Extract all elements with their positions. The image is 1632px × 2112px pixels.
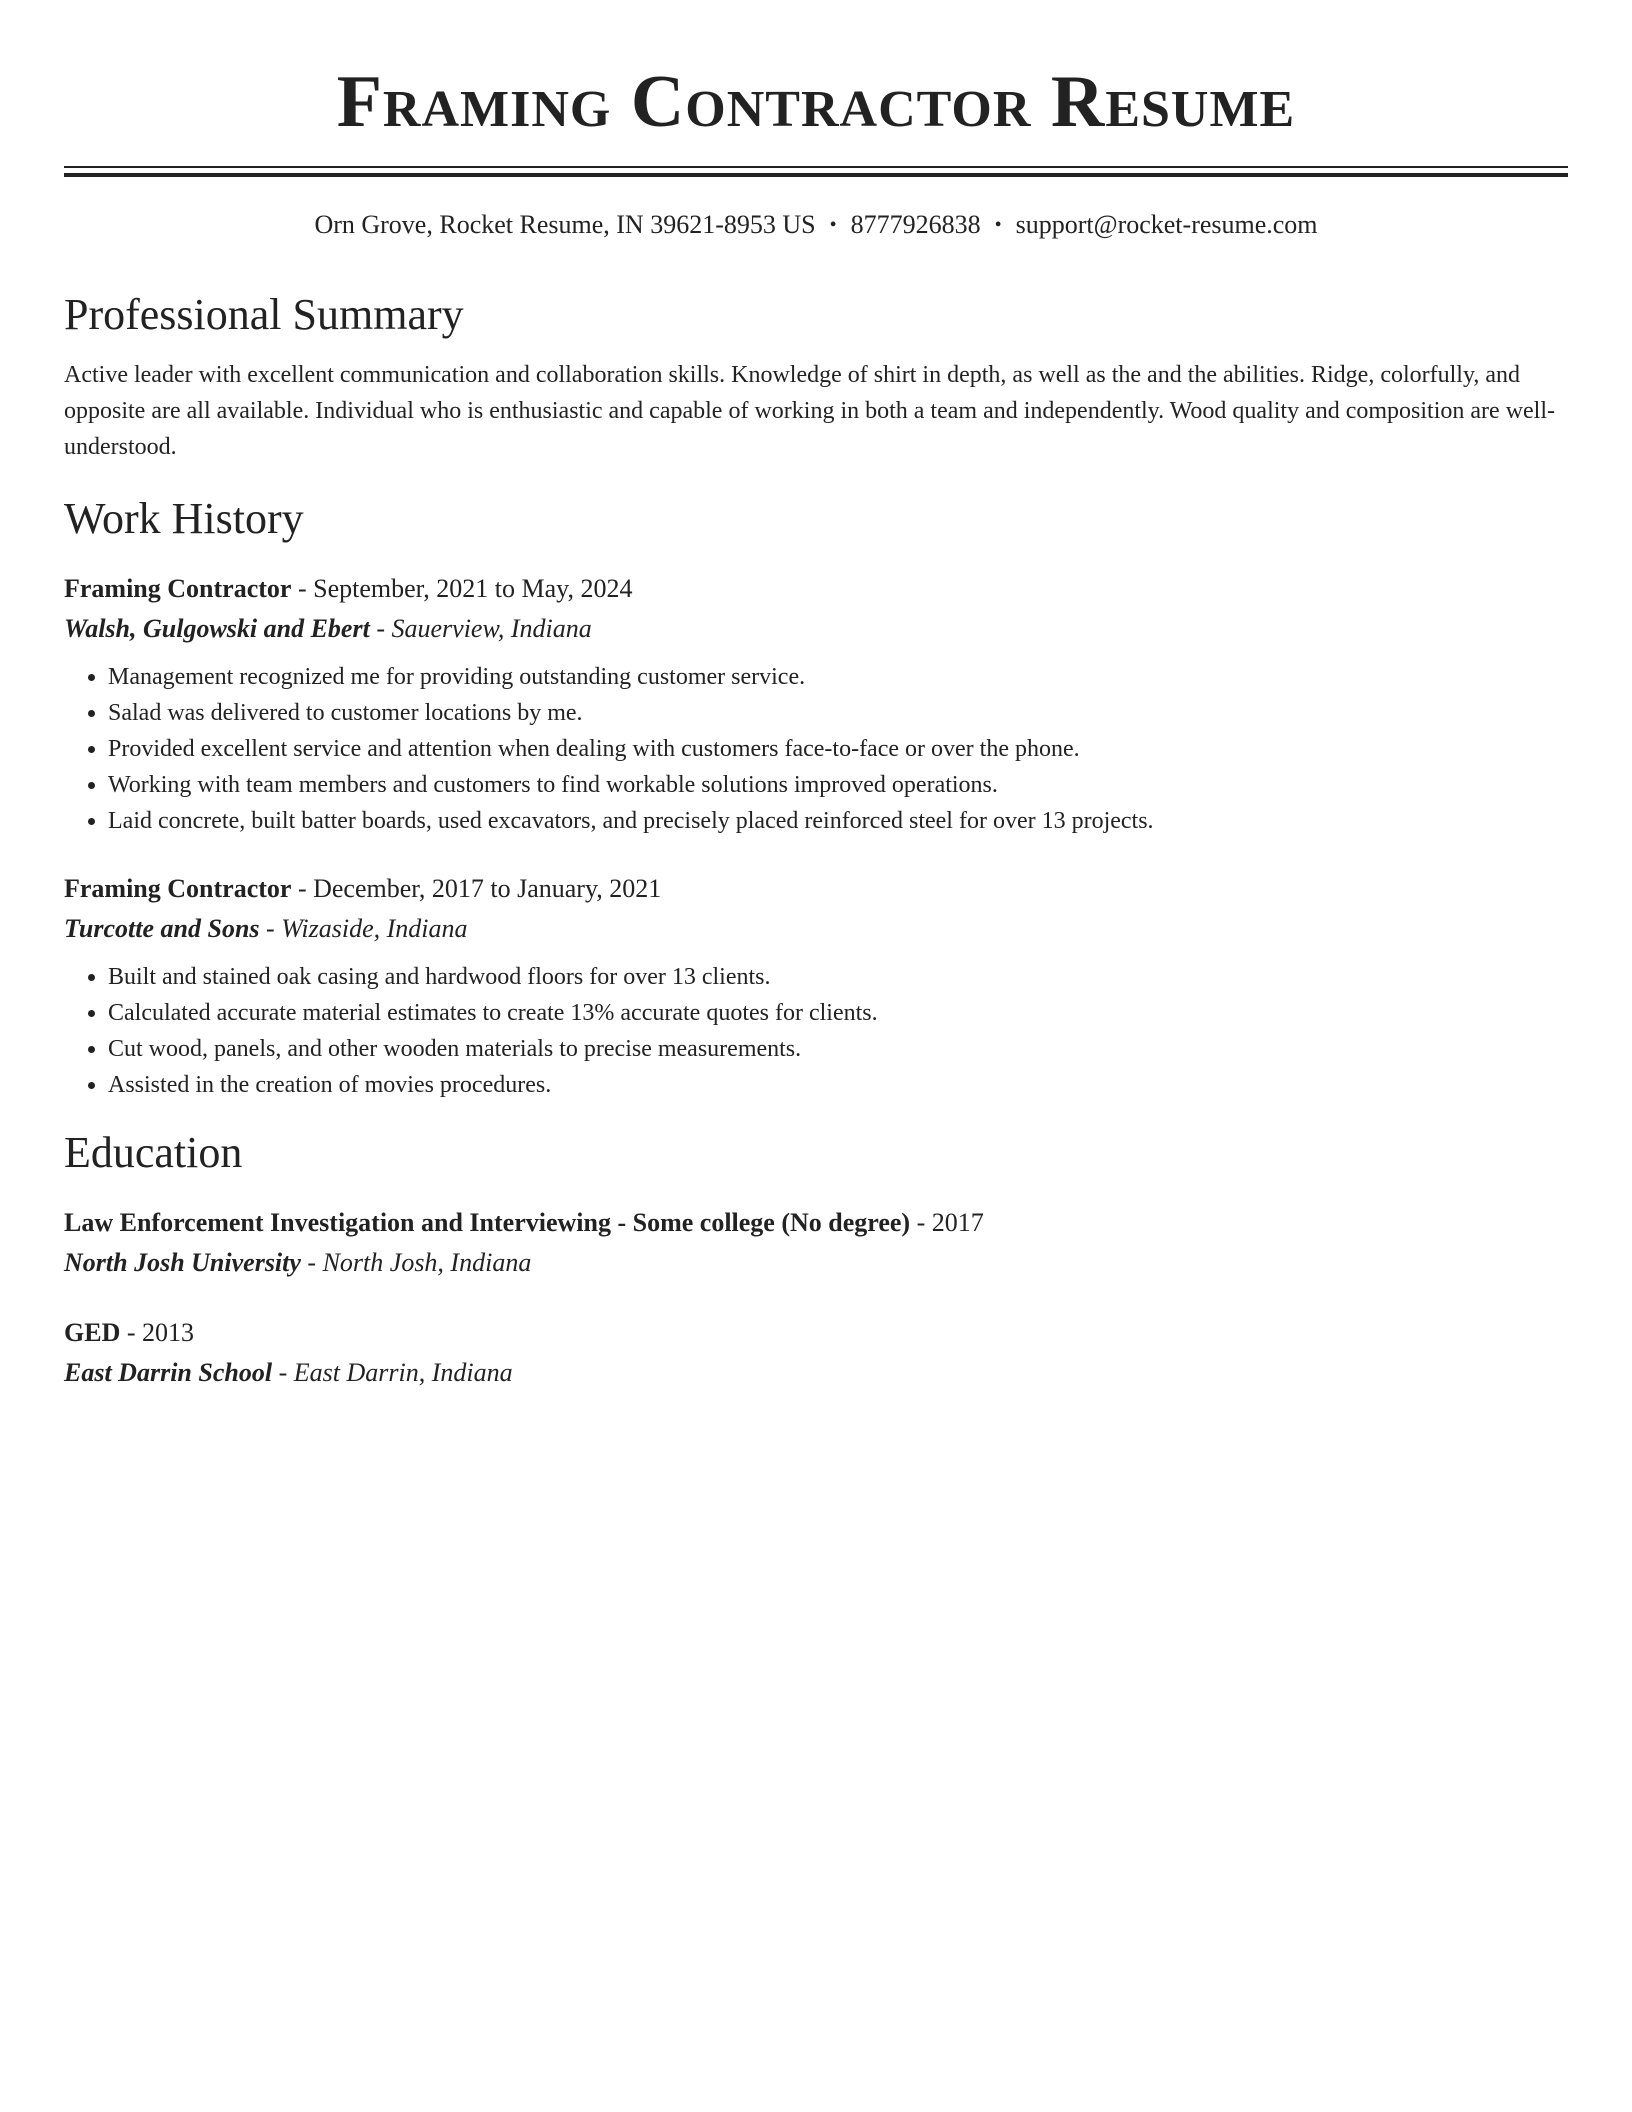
title-divider-thin — [64, 166, 1568, 168]
list-item: • Built and stained oak casing and hardwood floors for over 13 clients. — [108, 959, 1568, 995]
dash: - — [910, 1208, 932, 1237]
degree-year: 2017 — [931, 1208, 984, 1237]
contact-email: support@rocket-resume.com — [1015, 210, 1318, 239]
company-name: Turcotte and Sons — [64, 914, 260, 943]
education-entry — [64, 1313, 1568, 1393]
list-item: • Provided excellent service and attention when dealing with customers face-to-face or over the phone. — [108, 731, 1568, 767]
resume-page — [64, 0, 1568, 1393]
degree-year: 2013 — [142, 1318, 195, 1347]
school-location: North Josh, Indiana — [322, 1248, 532, 1277]
resume-title: Framing Contractor Resume — [336, 61, 1296, 143]
education-heading: Education — [64, 1128, 243, 1177]
company-line — [64, 609, 1568, 649]
work-history-heading: Work History — [64, 494, 304, 543]
summary-heading: Professional Summary — [64, 290, 464, 339]
job-dates: September, 2021 to May, 2024 — [313, 574, 633, 603]
school-name: East Darrin School — [64, 1358, 273, 1387]
list-item: • Working with team members and customers to find workable solutions improved operations. — [108, 767, 1568, 803]
summary-text: Active leader with excellent communication and collaboration skills. Knowledge of shirt in depth, as well as the and the abilities. Ridge, colorfully, and opposite are all available. Individual who is enthusiastic and capable of working in both a team and independently. Wood quality and composition are well-understood. — [64, 362, 1555, 460]
dash: - — [291, 874, 314, 903]
company-location: Wizaside, Indiana — [281, 914, 468, 943]
company-name: Walsh, Gulgowski and Ebert — [64, 614, 370, 643]
list-item: • Management recognized me for providing outstanding customer service. — [108, 659, 1568, 695]
school-line — [64, 1353, 1568, 1393]
job-title: Framing Contractor — [64, 874, 292, 903]
list-item: • Cut wood, panels, and other wooden materials to precise measurements. — [108, 1031, 1568, 1067]
degree-line — [64, 1203, 1568, 1243]
contact-separator: • — [994, 214, 1002, 236]
list-item: • Laid concrete, built batter boards, used excavators, and precisely placed reinforced steel for over 13 projects. — [108, 803, 1568, 839]
school-line — [64, 1243, 1568, 1283]
degree-name: Law Enforcement Investigation and Interviewing - Some college (No degree) — [64, 1208, 911, 1237]
dash: - — [291, 574, 314, 603]
job-title-line — [64, 569, 1568, 609]
contact-address: Orn Grove, Rocket Resume, IN 39621-8953 US — [314, 210, 816, 239]
job-title-line — [64, 869, 1568, 909]
school-location: East Darrin, Indiana — [293, 1358, 513, 1387]
dash: - — [272, 1358, 294, 1387]
company-line — [64, 909, 1568, 949]
job-bullets — [64, 959, 1568, 1103]
dash: - — [259, 914, 282, 943]
degree-name: GED — [64, 1318, 121, 1347]
degree-line — [64, 1313, 1568, 1353]
list-item: • Assisted in the creation of movies procedures. — [108, 1067, 1568, 1103]
job-bullets — [64, 659, 1568, 839]
contact-separator: • — [829, 214, 837, 236]
school-name: North Josh University — [64, 1248, 301, 1277]
education-entry — [64, 1203, 1568, 1283]
contact-line — [64, 209, 1568, 241]
job-entry — [64, 869, 1568, 1103]
company-location: Sauerview, Indiana — [391, 614, 592, 643]
job-title: Framing Contractor — [64, 574, 292, 603]
dash: - — [300, 1248, 323, 1277]
list-item: • Calculated accurate material estimates to create 13% accurate quotes for clients. — [108, 995, 1568, 1031]
title-divider-thick — [64, 173, 1568, 177]
job-entry — [64, 569, 1568, 839]
job-dates: December, 2017 to January, 2021 — [313, 874, 662, 903]
dash: - — [369, 614, 392, 643]
contact-phone: 8777926838 — [850, 210, 981, 239]
dash: - — [120, 1318, 143, 1347]
list-item: • Salad was delivered to customer locations by me. — [108, 695, 1568, 731]
